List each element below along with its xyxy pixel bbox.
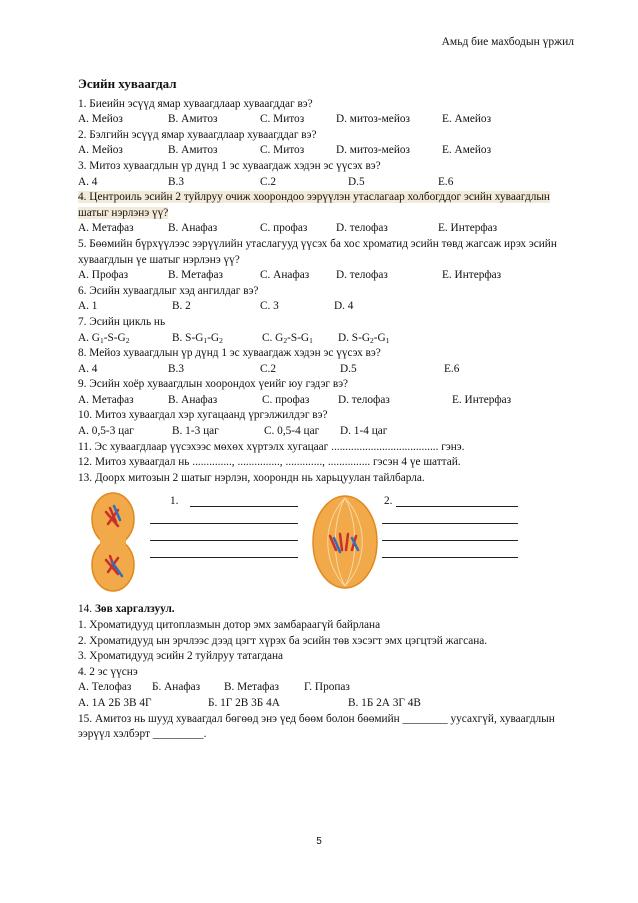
option-a: A. 4	[78, 175, 98, 188]
option-a: A. 4	[78, 362, 98, 375]
option-d: D. митоз-мейоз	[336, 144, 410, 157]
option-b: B. 1-3 цаг	[172, 425, 219, 438]
answer-option-b: Б. 1Г 2В 3Б 4А	[208, 697, 280, 709]
question-6-options	[78, 299, 568, 315]
option-c: C. 0,5-4 цаг	[264, 425, 320, 438]
question-4	[78, 190, 568, 221]
option-d: D. 1-4 цаг	[340, 425, 388, 438]
match-answer-options	[78, 696, 568, 712]
option-b: B. 2	[172, 300, 191, 313]
question-3-options	[78, 175, 568, 191]
phase-option: Г. Пропаз	[304, 681, 350, 694]
option-e: E. Интерфаз	[438, 222, 498, 235]
figure-2-answer-line[interactable]	[382, 540, 518, 541]
question-2-options	[78, 143, 568, 159]
option-b: B.3	[168, 175, 185, 188]
question-5: 5. Бөөмийн бүрхүүлээс ээрүүлийн утаслагууд үүсэх ба хос хроматид эсийн төвд жагсаж ирэх эсийн хуваагдлын үе шатыг нэрлэнэ үү?	[78, 237, 557, 266]
option-c: C. профаз	[262, 393, 310, 406]
question-9-options	[78, 393, 568, 409]
phase-option: Б. Анафаз	[152, 681, 201, 694]
phase-option: В. Метафаз	[224, 681, 279, 694]
option-b: B. $S-G_1-G_2$	[172, 331, 223, 345]
question-1-options	[78, 112, 568, 128]
question-14-number: 14.	[78, 603, 93, 616]
option-c: C.2	[260, 175, 277, 188]
figure-2-answer-line[interactable]	[382, 557, 518, 558]
option-c: C. Митоз	[260, 113, 305, 126]
question-11: 11. Эс хуваагдлаар үүсэхээс мөхөх хүртэлх хугацааг ...................................... гэнэ.	[78, 440, 465, 453]
option-b: B. Амитоз	[168, 113, 218, 126]
option-e: E. Амейоз	[442, 144, 492, 157]
figure-2-answer-blank[interactable]	[396, 506, 518, 507]
question-14-heading	[78, 602, 568, 618]
option-b: B. Анафаз	[168, 222, 218, 235]
question-6: 6. Эсийн хуваагдлыг хэд ангилдаг вэ?	[78, 284, 259, 297]
figure-1-answer-line[interactable]	[150, 557, 298, 558]
option-d: D. телофаз	[336, 222, 388, 235]
metaphase-cell-image	[310, 492, 380, 592]
option-a: A. 0,5-3 цаг	[78, 425, 134, 438]
question-7-options	[78, 331, 568, 347]
figure-1-answer-line[interactable]	[150, 523, 298, 524]
option-c: C.2	[260, 362, 277, 375]
question-12: 12. Митоз хуваагдал нь .............., ..............., ............., ............... гэсэн 4 үе шаттай.	[78, 456, 461, 469]
match-item-1: 1. Хроматидууд цитоплазмын дотор эмх замбараагүй байрлана	[78, 619, 381, 632]
option-a: A. Метафаз	[78, 393, 134, 406]
answer-option-c: В. 1Б 2А 3Г 4В	[348, 697, 421, 709]
question-14-title: Зөв харгалзуул.	[94, 603, 175, 616]
figure-2-label: 2.	[384, 495, 393, 508]
question-8: 8. Мейоз хуваагдлын үр дүнд 1 эс хуваагдаж хэдэн эс үүсэх вэ?	[78, 347, 381, 360]
figure-1-answer-blank[interactable]	[190, 506, 298, 507]
phase-option: A. Телофаз	[78, 681, 132, 694]
match-item-2: 2. Хроматидууд ын эрчлээс дээд цэгт хүрэх ба эсийн төв хэсэгт эмх цэгцтэй жагсана.	[78, 634, 488, 647]
match-item-4: 4. 2 эс үүснэ	[78, 665, 138, 678]
figure-2-answer-line[interactable]	[382, 523, 518, 524]
match-phase-options	[78, 680, 568, 696]
question-4-options	[78, 221, 568, 237]
option-c: C. 3	[260, 300, 279, 313]
mitosis-figure	[78, 492, 568, 592]
question-3: 3. Митоз хуваагдлын үр дүнд 1 эс хуваагдаж хэдэн эс үүсэх вэ?	[78, 159, 381, 172]
figure-1-label: 1.	[170, 495, 179, 508]
question-8-options	[78, 362, 568, 378]
option-d: D.5	[348, 175, 365, 188]
option-a: A. Мейоз	[78, 113, 123, 126]
telophase-cell-image	[88, 492, 138, 592]
option-a: A. $G_1-S-G_2$	[78, 331, 130, 345]
option-b: B. Анафаз	[168, 393, 218, 406]
question-1: 1. Биеийн эсүүд ямар хуваагдлаар хуваагддаг вэ?	[78, 97, 313, 110]
question-13: 13. Доорх митозын 2 шатыг нэрлэн, хоорондн нь харьцуулан тайлбарла.	[78, 471, 425, 484]
option-e: E. Интерфаз	[452, 393, 512, 406]
answer-option-a: А. 1А 2Б 3В 4Г	[78, 697, 152, 709]
option-d: D. митоз-мейоз	[336, 113, 410, 126]
option-d: D.5	[340, 362, 357, 375]
page-number: 5	[316, 836, 322, 847]
figure-1-answer-line[interactable]	[150, 540, 298, 541]
worksheet	[78, 76, 568, 743]
question-15: 15. Амитоз нь шууд хуваагдал бөгөөд энэ үед бөөм болон бөөмийн ________ уусахгүй, хуваагдлын ээрүүл хэлбэрт _________.	[78, 712, 555, 741]
option-c: C. профаз	[260, 222, 308, 235]
match-item-3: 3. Хроматидууд эсийн 2 туйлруу татагдана	[78, 650, 284, 663]
option-b: B. Метафаз	[168, 269, 223, 282]
option-a: A. Мейоз	[78, 144, 123, 157]
option-d: D. телофаз	[336, 269, 388, 282]
question-9: 9. Эсийн хоёр хуваагдлын хоорондох үеийг юу гэдэг вэ?	[78, 378, 349, 391]
option-e: E. Амейоз	[442, 113, 492, 126]
option-a: A. Профаз	[78, 269, 129, 282]
option-b: B. Амитоз	[168, 144, 218, 157]
option-c: C. Анафаз	[260, 269, 310, 282]
section-title: Эсийн хуваагдал	[78, 76, 177, 91]
option-b: B.3	[168, 362, 185, 375]
question-4-text: 4. Центроиль эсийн 2 туйлруу очиж хоорондоо ээрүүлэн утаслагаар холбогддог эсийн хуваагдлын шатыг нэрлэнэ үү?	[78, 191, 550, 219]
option-a: A. 1	[78, 300, 98, 313]
option-d: D. телофаз	[338, 393, 390, 406]
option-e: E. Интерфаз	[442, 269, 502, 282]
question-10: 10. Митоз хуваагдал хэр хугацаанд үргэлжилдэг вэ?	[78, 409, 328, 422]
question-5-options	[78, 268, 568, 284]
question-10-options	[78, 424, 568, 440]
option-d: D. $S-G_2-G_1$	[338, 331, 390, 345]
question-2: 2. Бэлгийн эсүүд ямар хуваагдлаар хуваагддаг вэ?	[78, 128, 317, 141]
option-d: D. 4	[334, 300, 354, 313]
option-c: C. Митоз	[260, 144, 305, 157]
question-7: 7. Эсийн цикль нь	[78, 315, 166, 328]
option-c: C. $G_2-S-G_1$	[262, 331, 313, 345]
running-header: Амьд бие махбодын үржил	[441, 36, 574, 48]
option-e: E.6	[444, 362, 460, 375]
option-a: A. Метафаз	[78, 222, 134, 235]
option-e: E.6	[438, 175, 454, 188]
